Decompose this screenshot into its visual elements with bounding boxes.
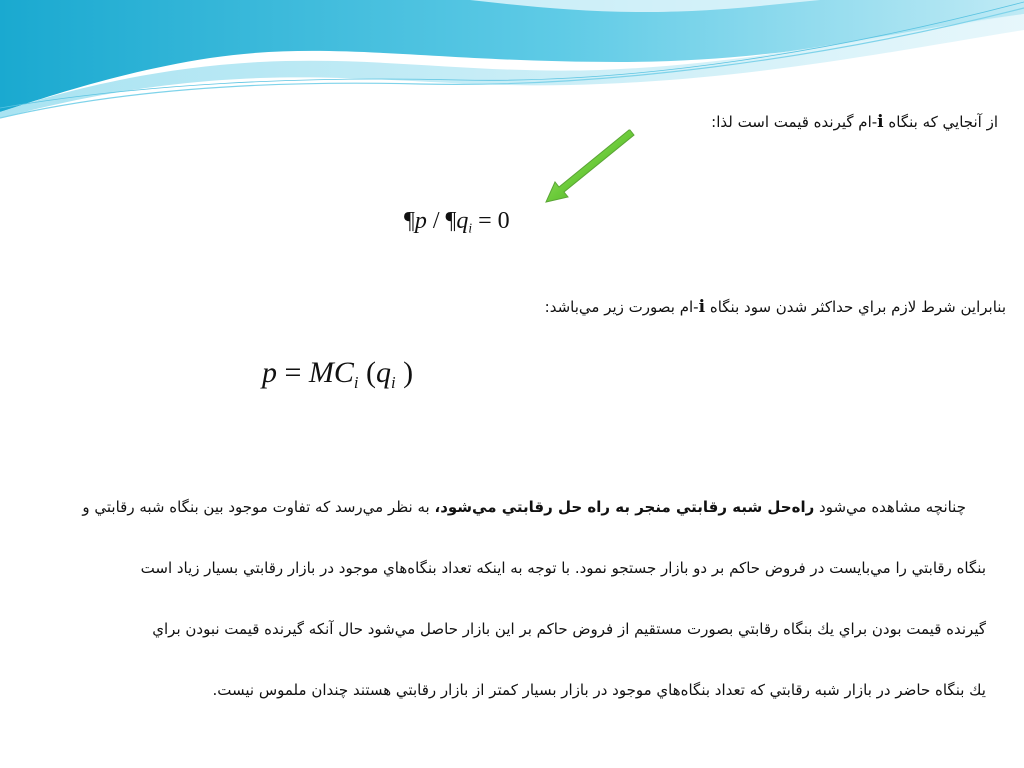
line1-bold-text: راه‌حل شبه رقابتي منجر به راه حل رقابتي مي‌شود، xyxy=(434,498,815,516)
index-i: i xyxy=(698,297,706,317)
eq2-close-paren: ) xyxy=(395,356,414,389)
eq1-rhs: 0 xyxy=(497,208,510,234)
header-wave-decoration xyxy=(0,0,1024,130)
condition-text-after: -ام بصورت زير مي‌باشد: xyxy=(544,298,699,316)
condition-sentence xyxy=(366,297,1006,317)
paragraph-line-4: يك بنگاه حاضر در بازار شبه رقابتي كه تعداد بنگاه‌هاي موجود در بازار بسيار كمتر از بازار رقابتي هستند چندان ملموس نيست. xyxy=(212,681,986,699)
line1-text-b: به نظر مي‌رسد كه تفاوت موجود بين بنگاه شبه رقابتي و xyxy=(82,498,435,516)
eq2-subscript-mc: i xyxy=(353,372,359,392)
intro-text-before: از آنجايي كه بنگاه xyxy=(883,113,998,131)
eq2-p: p xyxy=(262,356,277,389)
partial-symbol: ¶ xyxy=(404,208,415,234)
line1-text-a: چنانچه مشاهده مي‌شود xyxy=(814,498,966,516)
eq1-equals: = xyxy=(472,208,498,234)
equation-derivative xyxy=(404,208,510,237)
eq2-equals: = xyxy=(277,356,309,389)
intro-sentence xyxy=(398,112,998,132)
eq2-mc: MC xyxy=(308,356,354,389)
eq1-q: q xyxy=(456,208,469,234)
eq1-subscript: i xyxy=(468,220,473,236)
conclusion-paragraph xyxy=(34,485,986,729)
paragraph-line-2: بنگاه رقابتي را مي‌بايست در فروض حاكم بر دو بازار جستجو نمود. با توجه به اينكه تعداد بنگاه‌هاي موجود در بازار رقابتي بسيار زياد است xyxy=(140,559,986,577)
eq1-slash: / xyxy=(426,208,446,234)
paragraph-line-3: گيرنده قيمت بودن براي يك بنگاه رقابتي بصورت مستقيم از فروض حاكم بر اين بازار حاصل مي‌شود حال آنكه گيرنده قيمت نبودن براي xyxy=(152,620,986,638)
paragraph-line-1 xyxy=(34,485,986,546)
equation-price-mc xyxy=(262,356,413,393)
eq2-open-paren: ( xyxy=(358,356,377,389)
condition-text-before: بنابراين شرط لازم براي حداكثر شدن سود بنگاه xyxy=(705,298,1006,316)
partial-symbol: ¶ xyxy=(445,208,457,234)
index-i: i xyxy=(877,112,884,132)
eq2-subscript-q: i xyxy=(391,372,396,392)
eq2-q: q xyxy=(376,356,392,389)
eq1-p: p xyxy=(414,208,427,234)
green-arrow-icon xyxy=(540,122,640,208)
intro-text-after: -ام گيرنده قيمت است لذا: xyxy=(711,113,878,131)
